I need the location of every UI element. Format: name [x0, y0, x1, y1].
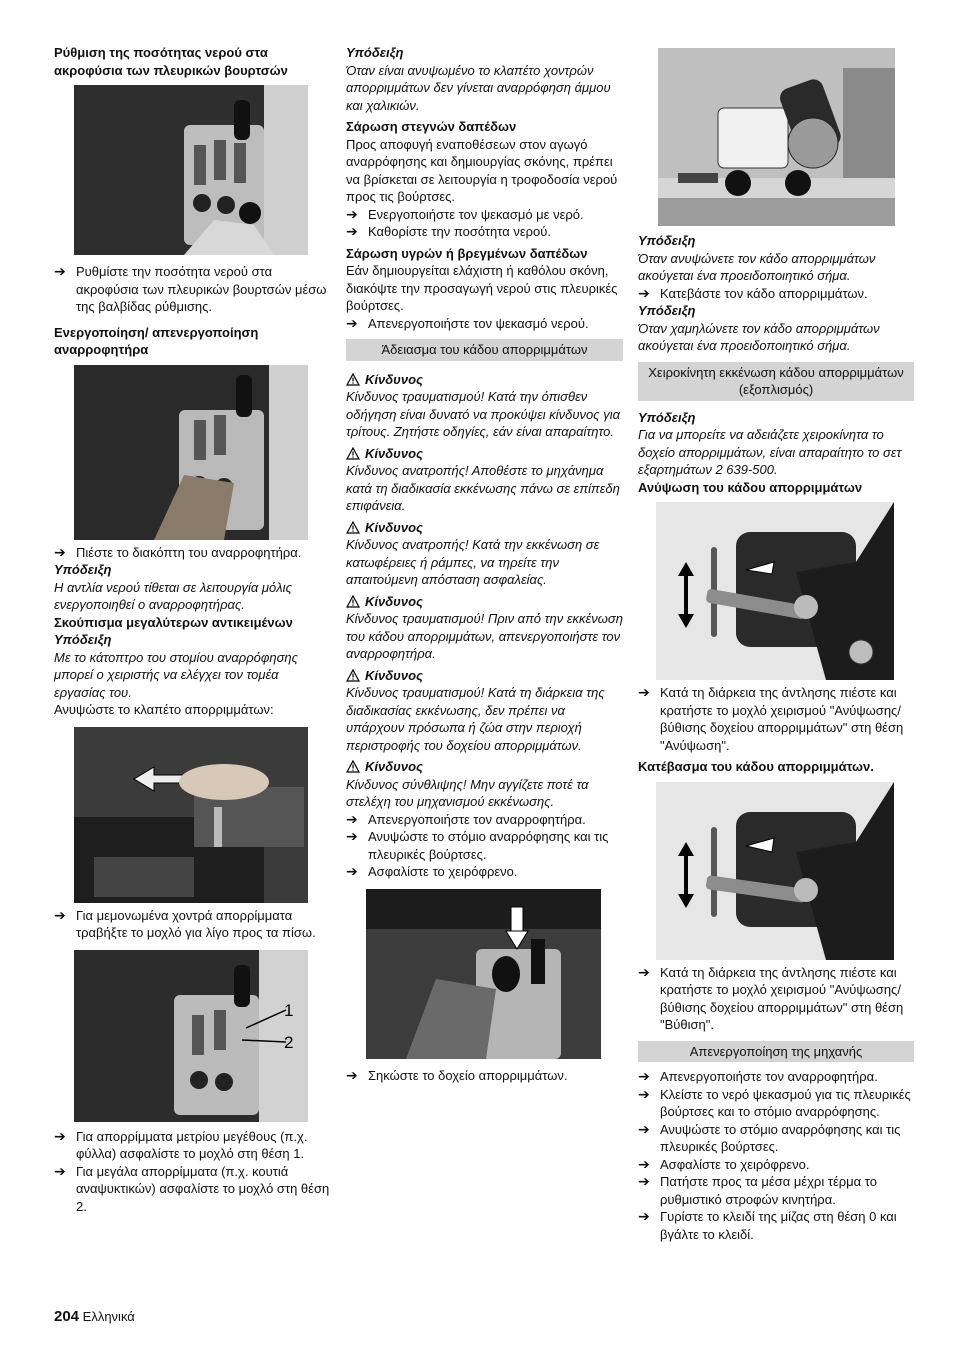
arrow-right-icon: ➔: [346, 1066, 358, 1083]
arrow-right-icon: ➔: [638, 1155, 650, 1172]
note-label: Υπόδειξη: [638, 233, 696, 248]
warning-triangle-icon: [346, 760, 360, 773]
arrow-right-icon: ➔: [346, 223, 358, 239]
danger-heading: Κίνδυνος: [346, 667, 623, 685]
callout-2: 2: [284, 1032, 294, 1052]
arrow-right-icon: ➔: [346, 828, 358, 844]
step-single-debris: ➔ Για μεμονωμένα χοντρά απορρίμματα τραβήξτε το μοχλό για λίγο προς τα πίσω.: [54, 906, 316, 940]
page-number: 204: [54, 1308, 80, 1325]
note-mirror: Με το κάτοπτρο του στομίου αναρρόφησης μπορεί ο χειριστής να ελέγχει τον τομέα εργασίας του.: [54, 649, 298, 700]
step-off-6: ➔ Γυρίστε το κλειδί της μίζας στη θέση 0 και βγάλτε το κλειδί.: [638, 1208, 897, 1242]
warning-triangle-icon: [346, 373, 360, 386]
step-dry-1: ➔ Ενεργοποιήστε τον ψεκασμό με νερό.: [346, 205, 584, 222]
lever-positions-illustration: [74, 950, 308, 1122]
step-off-3: ➔ Ανυψώστε το στόμιο αναρρόφησης και τις πλευρικές βούρτσες.: [638, 1120, 901, 1154]
step-water-adjust: ➔ Ρυθμίστε την ποσότητα νερού στα ακροφύσια των πλευρικών βουρτσών μέσω της βαλβίδας ρύθμισης.: [54, 263, 327, 314]
danger-heading: Κίνδυνος: [346, 593, 623, 611]
column-1: [54, 44, 330, 1215]
page-footer: [54, 1308, 135, 1326]
control-panel-illustration: [74, 85, 308, 255]
photo-lever-pull: [74, 727, 308, 903]
step-lower-bin: ➔ Κατεβάστε τον κάδο απορριμμάτων.: [638, 284, 868, 301]
note-label: Υπόδειξη: [346, 45, 404, 60]
heading-water-amount: Ρύθμιση της ποσότητας νερού στα ακροφύσια των πλευρικών βουρτσών: [54, 45, 288, 78]
note-label: Υπόδειξη: [54, 632, 112, 647]
arrow-right-icon: ➔: [54, 263, 66, 279]
note-lower-signal: Όταν χαμηλώνετε τον κάδο απορριμμάτων ακούγεται ένα προειδοποιητικό σήμα.: [638, 320, 880, 353]
arrow-right-icon: ➔: [346, 314, 358, 331]
arrow-right-icon: ➔: [638, 1068, 650, 1084]
arrow-right-icon: ➔: [638, 1208, 650, 1224]
photo-lever-positions: [74, 950, 308, 1122]
language-label: Ελληνικά: [82, 1309, 135, 1324]
column-3: [638, 44, 914, 1243]
arrow-right-icon: ➔: [638, 1120, 650, 1137]
arrow-right-icon: ➔: [638, 684, 650, 700]
danger-text: Κίνδυνος σύνθλιψης! Μην αγγίζετε ποτέ τα στελέχη του μηχανισμού εκκένωσης.: [346, 776, 589, 809]
step-large-debris: ➔ Για μεγάλα απορρίμματα (π.χ. κουτιά αναψυκτικών) ασφαλίστε το μοχλό στη θέση 2.: [54, 1162, 330, 1214]
step-empty-2: ➔ Ανυψώστε το στόμιο αναρρόφησης και τις πλευρικές βούρτσες.: [346, 828, 609, 862]
arrow-right-icon: ➔: [638, 1173, 650, 1189]
lower-handle-illustration: [656, 782, 894, 960]
text-dry-floors: Προς αποφυγή εναποθέσεων στον αγωγό αναρρόφησης και δημιουργίας σκόνης, πρέπει να βρίσκεται σε λειτουργία η τροφοδοσία νερού προς τις βούρτσες.: [346, 136, 618, 204]
section-bar-manual-empty: Χειροκίνητη εκκένωση κάδου απορριμμάτων (εξοπλισμός): [638, 362, 914, 401]
danger-text: Κίνδυνος ανατροπής! Αποθέστε το μηχάνημα κατά τη διαδικασία εκκένωσης πάνω σε επίπεδη επιφάνεια.: [346, 463, 620, 513]
heading-dry-floors: Σάρωση στεγνών δαπέδων: [346, 119, 517, 134]
arrow-right-icon: ➔: [638, 963, 650, 980]
section-bar-shutdown: Απενεργοποίηση της μηχανής: [638, 1041, 914, 1063]
note-label: Υπόδειξη: [638, 409, 696, 425]
danger-heading: Κίνδυνος: [346, 758, 623, 776]
step-off-1: ➔ Απενεργοποιήστε τον αναρροφητήρα.: [638, 1068, 878, 1084]
note-flap: Όταν είναι ανυψωμένο το κλαπέτο χοντρών απορριμμάτων δεν γίνεται αναρρόφηση άμμου και χαλικιών.: [346, 62, 611, 113]
section-bar-empty-bin: Άδειασμα του κάδου απορριμμάτων: [346, 339, 623, 361]
arrow-right-icon: ➔: [638, 284, 650, 301]
suction-switch-illustration: [74, 365, 308, 540]
note-label: Υπόδειξη: [638, 303, 696, 318]
step-medium-debris: ➔ Για απορρίμματα μετρίου μεγέθους (π.χ. φύλλα) ασφαλίστε το μοχλό στη θέση 1.: [54, 1127, 308, 1161]
note-raise-signal: Όταν ανυψώνετε τον κάδο απορριμμάτων ακούγεται ένα προειδοποιητικό σήμα.: [638, 250, 876, 283]
step-empty-3: ➔ Ασφαλίστε το χειρόφρενο.: [346, 863, 518, 879]
arrow-right-icon: ➔: [54, 543, 66, 560]
heading-large-objects: Σκούπισμα μεγαλύτερων αντικειμένων: [54, 614, 293, 630]
heading-wet-floors: Σάρωση υγρών ή βρεγμένων δαπέδων: [346, 245, 588, 261]
step-lift-bin: ➔ Κατά τη διάρκεια της άντλησης πιέστε και κρατήστε το μοχλό χειρισμού "Ανύψωσης/βύθισης δοχείου απορριμμάτων" στη θέση "Ανύψωση".: [638, 684, 904, 753]
heading-lift-bin: Ανύψωση του κάδου απορριμμάτων: [638, 479, 863, 495]
photo-bin-lever: [366, 889, 601, 1059]
heading-suction: Ενεργοποίηση/ απενεργοποίηση αναρροφητήρα: [54, 324, 259, 357]
machine-illustration: [658, 48, 895, 226]
step-off-5: ➔ Πατήστε προς τα μέσα μέχρι τέρμα το ρυθμιστικό στροφών κινητήρα.: [638, 1173, 877, 1207]
text-wet-floors: Εάν δημιουργείται ελάχιστη ή καθόλου σκόνη, διακόψτε την προσαγωγή νερού στις πλευρικές βούρτσες.: [346, 263, 618, 313]
photo-machine-raised-bin: [658, 48, 895, 226]
warning-triangle-icon: [346, 447, 360, 460]
arrow-right-icon: ➔: [54, 1127, 66, 1144]
arrow-right-icon: ➔: [54, 1162, 66, 1179]
step-empty-1: ➔ Απενεργοποιήστε τον αναρροφητήρα.: [346, 810, 586, 827]
danger-text: Κίνδυνος τραυματισμού! Κατά την όπισθεν οδήγηση είναι δυνατό να προκύψει κίνδυνος για τρίτους. Ζητήστε οδηγίες, εάν είναι απαραίτητο.: [346, 389, 621, 439]
heading-lower-bin: Κατέβασμα του κάδου απορριμμάτων.: [638, 759, 874, 774]
text-raise-flap: Ανυψώστε το κλαπέτο απορριμμάτων:: [54, 702, 274, 717]
step-press-suction: ➔ Πιέστε το διακόπτη του αναρροφητήρα.: [54, 543, 302, 560]
danger-heading: Κίνδυνος: [346, 519, 623, 537]
step-dry-2: ➔ Καθορίστε την ποσότητα νερού.: [346, 223, 551, 239]
lever-pull-illustration: [74, 727, 308, 903]
step-off-2: ➔ Κλείστε το νερό ψεκασμού για τις πλευρικές βούρτσες και το στόμιο αναρρόφησης.: [638, 1085, 911, 1119]
step-off-4: ➔ Ασφαλίστε το χειρόφρενο.: [638, 1155, 810, 1172]
bin-lever-illustration: [366, 889, 601, 1059]
danger-text: Κίνδυνος τραυματισμού! Πριν από την εκκένωση του κάδου απορριμμάτων, απενεργοποιήστε τον αναρροφητήρα.: [346, 611, 623, 661]
arrow-right-icon: ➔: [54, 906, 66, 923]
note-label: Υπόδειξη: [54, 562, 112, 577]
arrow-right-icon: ➔: [346, 863, 358, 879]
step-empty-4: ➔ Σηκώστε το δοχείο απορριμμάτων.: [346, 1066, 568, 1083]
danger-heading: Κίνδυνος: [346, 445, 623, 463]
column-2: [346, 44, 623, 1084]
photo-control-panel-suction: [74, 365, 308, 540]
arrow-right-icon: ➔: [638, 1085, 650, 1102]
danger-text: Κίνδυνος ανατροπής! Κατά την εκκένωση σε κατωφέρειες ή ράμπες, να τηρείτε την απαιτούμενη απόσταση ασφαλείας.: [346, 537, 600, 587]
danger-heading: Κίνδυνος: [346, 371, 623, 389]
callout-1: 1: [284, 1000, 294, 1020]
danger-text: Κίνδυνος τραυματισμού! Κατά τη διάρκεια της διαδικασίας εκκένωσης, δεν πρέπει να υπάρχουν πρόσωπα ή ζώα στην περιοχή περιστροφής του δοχείου απορριμμάτων.: [346, 685, 605, 753]
arrow-right-icon: ➔: [346, 205, 358, 222]
arrow-right-icon: ➔: [346, 810, 358, 827]
step-wet: ➔ Απενεργοποιήστε τον ψεκασμό νερού.: [346, 314, 589, 331]
photo-control-panel-water: [74, 85, 308, 255]
warning-triangle-icon: [346, 595, 360, 608]
warning-triangle-icon: [346, 521, 360, 534]
step-lower-bin-manual: ➔ Κατά τη διάρκεια της άντλησης πιέστε και κρατήστε το μοχλό χειρισμού "Ανύψωσης/βύθισης δοχείου απορριμμάτων" στη θέση "Βύθιση".: [638, 963, 904, 1032]
lift-handle-illustration: [656, 502, 894, 680]
warning-triangle-icon: [346, 669, 360, 682]
photo-lower-handle: [656, 782, 894, 960]
photo-lift-handle: [656, 502, 894, 680]
note-manual-kit: Για να μπορείτε να αδειάζετε χειροκίνητα το δοχείο απορριμμάτων, είναι απαραίτητο το σετ εξαρτημάτων 2 639-500.: [638, 427, 902, 477]
note-pump: Η αντλία νερού τίθεται σε λειτουργία μόλις ενεργοποιηθεί ο αναρροφητήρας.: [54, 579, 292, 612]
